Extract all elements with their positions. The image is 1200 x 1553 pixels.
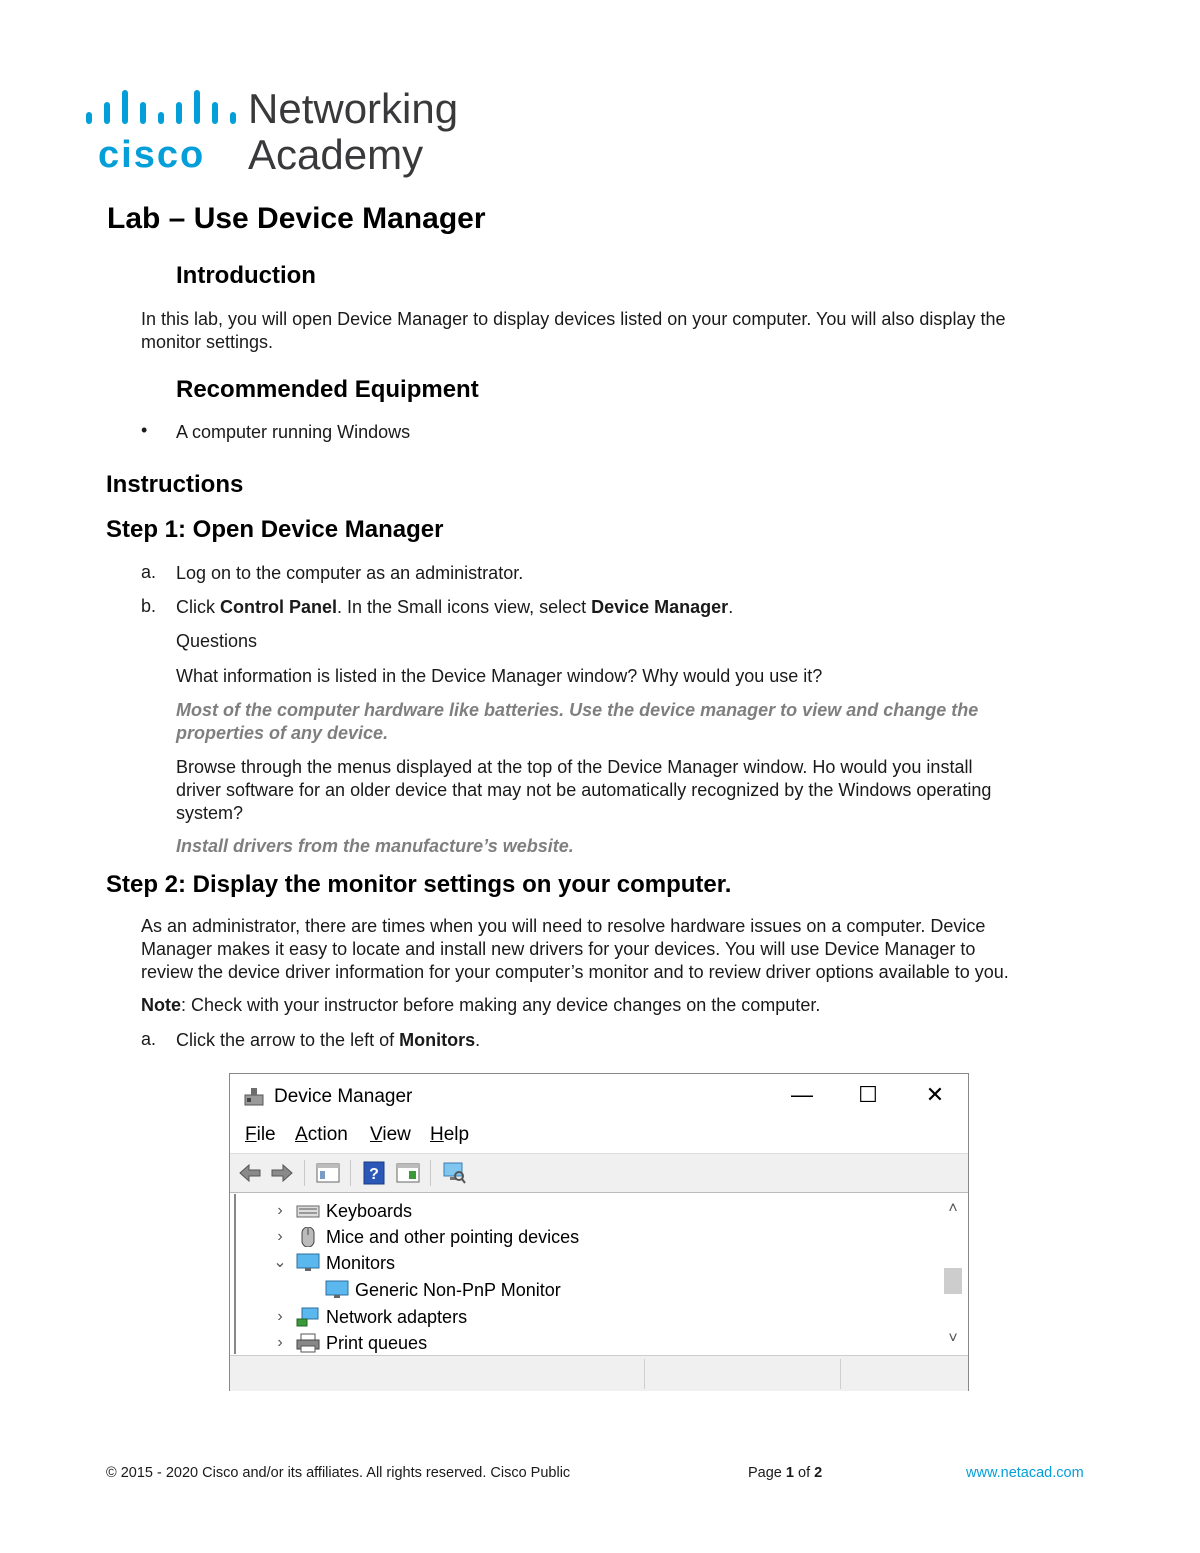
step2-paragraph-line1: As an administrator, there are times when you will need to resolve hardware issues on a computer. Device: [141, 916, 986, 936]
svg-text:?: ?: [369, 1166, 379, 1183]
answer-1-line1: Most of the computer hardware like batteries. Use the device manager to view and change the: [176, 700, 979, 720]
monitor-icon: [325, 1280, 349, 1300]
introduction-heading: Introduction: [176, 262, 316, 289]
step1-b-label: b.: [141, 596, 157, 616]
expand-chevron-icon[interactable]: ›: [277, 1308, 283, 1325]
introduction-text-line1: In this lab, you will open Device Manager to display devices listed on your computer. You will also display the: [141, 309, 1006, 329]
tree-item-label: Keyboards: [326, 1201, 413, 1221]
back-arrow-icon[interactable]: [238, 1161, 262, 1185]
properties-icon[interactable]: [396, 1161, 420, 1185]
forward-arrow-icon[interactable]: [270, 1161, 294, 1185]
toolbar: [230, 1153, 968, 1193]
show-hide-console-tree-icon[interactable]: [316, 1161, 340, 1185]
menu-file[interactable]: File: [245, 1124, 276, 1145]
scan-hardware-icon[interactable]: [442, 1161, 466, 1185]
monitor-icon: [296, 1253, 320, 1273]
step1-a-text: Log on to the computer as an administrator.: [176, 563, 524, 583]
menu-help[interactable]: Help: [430, 1124, 470, 1145]
device-tree: [234, 1194, 942, 1354]
scroll-up-arrow-icon[interactable]: ˄: [948, 1200, 958, 1217]
question-2-line2: driver software for an older device that may not be automatically recognized by the Windows operating: [176, 780, 992, 800]
help-icon[interactable]: [362, 1161, 386, 1185]
question-2-line3: system?: [176, 803, 244, 823]
tree-item-mice[interactable]: [236, 1224, 936, 1250]
step2-heading: Step 2: Display the monitor settings on your computer.: [106, 871, 732, 898]
tree-item-keyboards[interactable]: [236, 1198, 936, 1224]
page-title: Lab – Use Device Manager: [107, 202, 486, 235]
step2-paragraph-line3: review the device driver information for your computer’s monitor and to review driver options available to you.: [141, 962, 1009, 982]
minimize-button[interactable]: —: [791, 1082, 813, 1107]
tree-item-label: Network adapters: [326, 1307, 468, 1327]
question-1: What information is listed in the Device Manager window? Why would you use it?: [176, 666, 823, 686]
step1-heading: Step 1: Open Device Manager: [106, 516, 444, 543]
logo-networking: Networking: [248, 85, 459, 132]
footer-website-link[interactable]: www.netacad.com: [966, 1465, 1084, 1481]
tree-item-monitors[interactable]: [236, 1250, 936, 1276]
instructions-heading: Instructions: [106, 471, 244, 498]
expand-chevron-icon[interactable]: ›: [277, 1202, 283, 1219]
cisco-logo-mark: [84, 86, 234, 176]
mouse-icon: [296, 1227, 320, 1247]
introduction-text-line2: monitor settings.: [141, 332, 274, 352]
step2-a-label: a.: [141, 1029, 157, 1049]
note: Note: Check with your instructor before making any device changes on the computer.: [141, 995, 821, 1015]
tree-item-label: Mice and other pointing devices: [326, 1227, 580, 1247]
footer-page-number: Page 1 of 2: [748, 1465, 823, 1481]
network-adapter-icon: [296, 1307, 320, 1327]
scroll-down-arrow-icon[interactable]: ˅: [948, 1330, 958, 1347]
cisco-wordmark: cisco: [98, 134, 206, 176]
menu-view[interactable]: View: [370, 1124, 411, 1145]
printer-icon: [296, 1333, 320, 1353]
tree-item-network-adapters[interactable]: [236, 1304, 936, 1330]
questions-label: Questions: [176, 631, 258, 651]
answer-2: Install drivers from the manufacture’s website.: [176, 836, 574, 856]
device-manager-icon: [243, 1085, 265, 1107]
tree-item-generic-monitor[interactable]: [236, 1277, 936, 1303]
logo-academy: Academy: [248, 131, 424, 178]
close-button[interactable]: ✕: [925, 1082, 945, 1107]
expand-chevron-icon[interactable]: ›: [277, 1228, 283, 1245]
answer-1-line2: properties of any device.: [176, 723, 389, 743]
step2-paragraph-line2: Manager makes it easy to locate and install new drivers for your devices. You will use Device Manager to: [141, 939, 976, 959]
collapse-chevron-icon[interactable]: ⌄: [273, 1254, 287, 1271]
question-2-line1: Browse through the menus displayed at the top of the Device Manager window. Ho would you install: [176, 757, 973, 777]
menu-action[interactable]: Action: [295, 1124, 348, 1145]
step2-a-text: Click the arrow to the left of Monitors.: [176, 1030, 481, 1050]
window-title: Device Manager: [274, 1086, 413, 1107]
scroll-thumb[interactable]: [944, 1268, 962, 1294]
equipment-heading: Recommended Equipment: [176, 376, 479, 403]
bullet: •: [141, 420, 148, 440]
keyboard-icon: [296, 1201, 320, 1221]
maximize-button[interactable]: ☐: [858, 1082, 878, 1107]
expand-chevron-icon[interactable]: ›: [277, 1334, 283, 1351]
cisco-networking-academy-logo: [84, 86, 484, 181]
step1-b-text: Click Control Panel. In the Small icons view, select Device Manager.: [176, 597, 734, 617]
tree-item-label: Generic Non-PnP Monitor: [355, 1280, 561, 1300]
status-bar: [230, 1355, 968, 1391]
device-manager-window: [229, 1073, 969, 1391]
tree-item-label: Monitors: [326, 1253, 396, 1273]
tree-item-label: Print queues: [326, 1333, 428, 1353]
tree-item-print-queues[interactable]: [236, 1330, 936, 1356]
step1-a-label: a.: [141, 562, 157, 582]
vertical-scrollbar[interactable]: [942, 1194, 964, 1354]
equipment-item: A computer running Windows: [176, 422, 411, 442]
footer-copyright: © 2015 - 2020 Cisco and/or its affiliates. All rights reserved. Cisco Public: [106, 1465, 571, 1481]
